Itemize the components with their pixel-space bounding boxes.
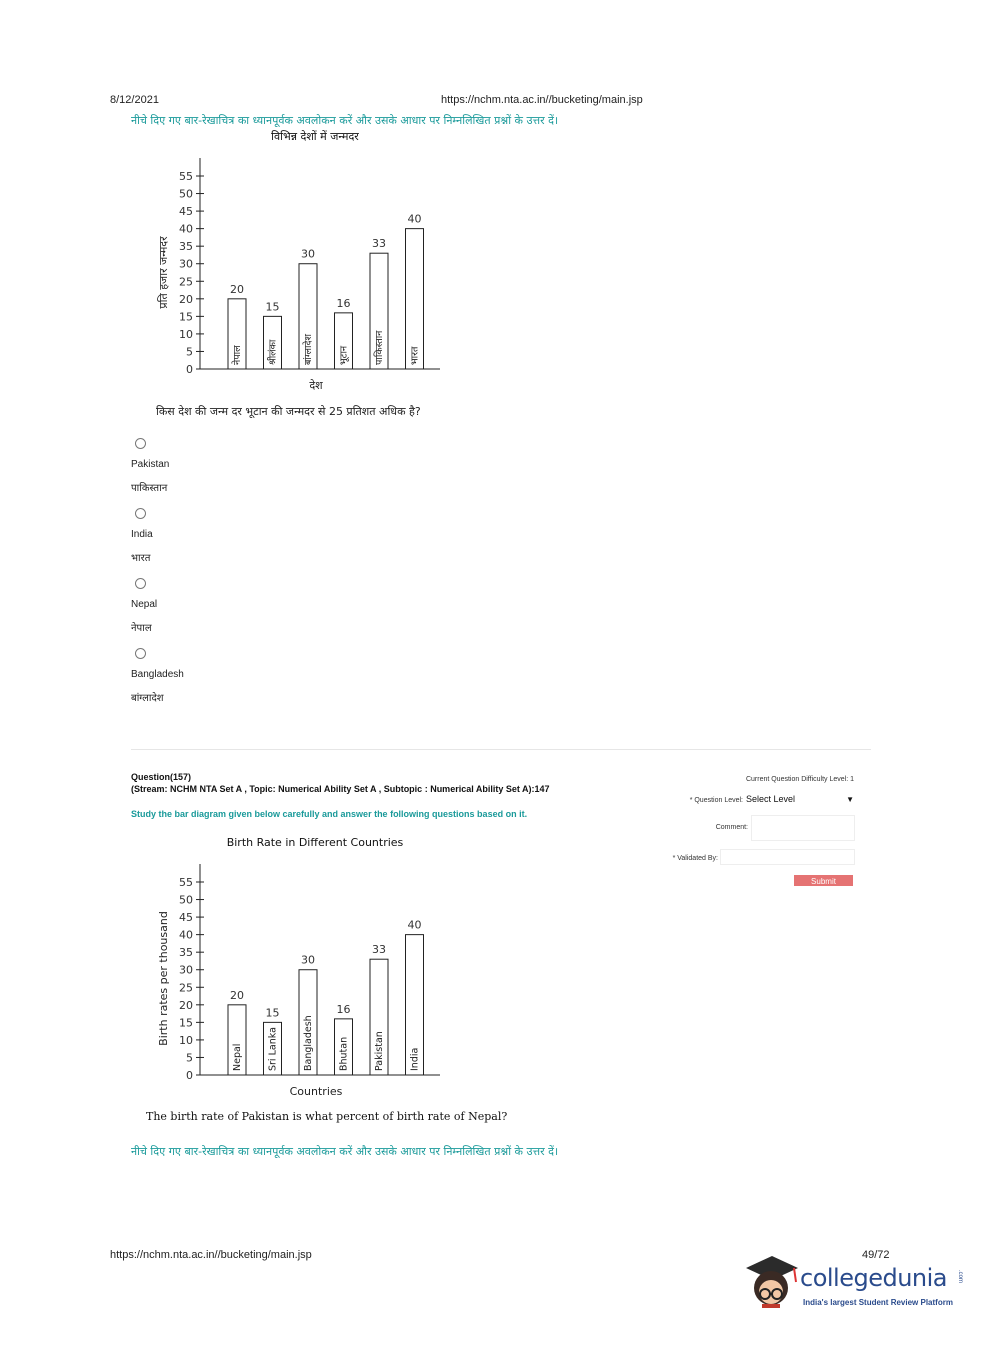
x-axis-title: Countries: [289, 1085, 343, 1098]
q1-instruction: नीचे दिए गए बार-रेखाचित्र का ध्यानपूर्वक अवलोकन करें और उसके आधार पर निम्नलिखित प्रश्नों के उत्तर दें।: [131, 114, 559, 127]
option-label-hi-1: पाकिस्तान: [131, 483, 168, 494]
bar-value-label: 30: [301, 953, 315, 967]
submit-button[interactable]: Submit: [794, 875, 853, 886]
bar-value-label: 15: [265, 1006, 280, 1020]
bar-value-label: 30: [301, 247, 315, 261]
bar-value-label: 15: [265, 300, 280, 314]
question-meta: (Stream: NCHM NTA Set A , Topic: Numerical Ability Set A , Subtopic : Numerical Ability Set A):147: [131, 784, 550, 794]
bar-value-label: 40: [407, 212, 422, 226]
y-tick-label: 30: [179, 257, 193, 271]
mascot-icon: [742, 1250, 800, 1314]
chart-hindi-birth-rate: [140, 126, 460, 396]
y-tick-label: 50: [179, 893, 193, 907]
chart-title: Birth Rate in Different Countries: [226, 836, 404, 849]
y-tick-label: 15: [179, 310, 193, 324]
category-label: Pakistan: [374, 1031, 385, 1071]
y-tick-label: 25: [179, 981, 193, 995]
question-number: Question(157): [131, 772, 192, 782]
logo-tagline: India's largest Student Review Platform: [803, 1298, 953, 1307]
logo-suffix: .com: [957, 1270, 963, 1284]
y-tick-label: 20: [179, 292, 193, 306]
bar-value-label: 33: [372, 943, 386, 957]
bar-value-label: 33: [372, 237, 386, 251]
comment-label: Comment:: [715, 824, 748, 831]
category-label: Nepal: [232, 1043, 243, 1071]
q2-instruction-en: Study the bar diagram given below carefully and answer the following questions based on it.: [131, 809, 528, 819]
category-label: पाकिस्तान: [374, 330, 385, 365]
y-tick-label: 55: [179, 876, 193, 889]
category-label: भूटान: [338, 345, 350, 365]
option-radio-2[interactable]: [135, 508, 146, 519]
option-radio-4[interactable]: [135, 648, 146, 659]
y-tick-label: 25: [179, 275, 193, 289]
y-tick-label: 0: [186, 1069, 193, 1082]
category-label: बांग्लादेश: [303, 334, 314, 365]
y-tick-label: 30: [179, 963, 193, 977]
category-label: India: [409, 1047, 421, 1071]
bar-value-label: 16: [336, 296, 351, 310]
option-label-hi-4: बांग्लादेश: [131, 693, 164, 704]
q2-question-en: The birth rate of Pakistan is what percent of birth rate of Nepal?: [146, 1110, 508, 1123]
category-label: Bangladesh: [303, 1015, 314, 1071]
y-tick-label: 50: [179, 187, 193, 201]
category-label: नेपाल: [232, 345, 243, 365]
bar-value-label: 40: [407, 918, 422, 932]
y-tick-label: 10: [179, 1033, 193, 1047]
option-label-en-2: India: [131, 529, 153, 540]
y-axis-title: प्रति हजार जन्मदर: [157, 236, 170, 309]
option-radio-1[interactable]: [135, 438, 146, 449]
y-tick-label: 40: [179, 928, 193, 942]
footer-url: https://nchm.nta.ac.in//bucketing/main.jsp: [110, 1249, 312, 1261]
category-label: Bhutan: [338, 1036, 350, 1071]
y-tick-label: 55: [179, 170, 193, 183]
chevron-down-icon: ▼: [846, 794, 854, 804]
y-tick-label: 20: [179, 998, 193, 1012]
validated-by-input[interactable]: [720, 849, 855, 865]
question-level-label: * Question Level:: [689, 797, 743, 804]
chart-english-birth-rate: [140, 832, 460, 1102]
y-tick-label: 5: [186, 1051, 193, 1065]
question-level-value: Select Level: [746, 794, 796, 804]
y-tick-label: 15: [179, 1016, 193, 1030]
difficulty-level: Current Question Difficulty Level: 1: [745, 776, 854, 783]
q2-instruction-hi: नीचे दिए गए बार-रेखाचित्र का ध्यानपूर्वक अवलोकन करें और उसके आधार पर निम्नलिखित प्रश्नों के उत्तर दें।: [131, 1145, 559, 1158]
option-label-hi-2: भारत: [131, 553, 151, 564]
bar-value-label: 20: [230, 282, 244, 296]
page-number: 49/72: [862, 1249, 890, 1261]
collegedunia-logo: [742, 1250, 972, 1318]
category-label: श्रीलंका: [267, 339, 279, 365]
option-label-en-4: Bangladesh: [131, 669, 184, 680]
bar-value-label: 16: [336, 1002, 351, 1016]
question-level-select[interactable]: [746, 793, 854, 805]
option-label-en-3: Nepal: [131, 599, 158, 610]
category-label: Sri Lanka: [267, 1027, 279, 1071]
print-url: https://nchm.nta.ac.in//bucketing/main.jsp: [441, 94, 643, 106]
category-label: भारत: [409, 346, 421, 365]
x-axis-title: देश: [309, 379, 323, 392]
section-divider: [131, 749, 871, 750]
option-label-hi-3: नेपाल: [131, 623, 152, 634]
y-tick-label: 10: [179, 327, 193, 341]
y-tick-label: 45: [179, 911, 193, 925]
y-tick-label: 45: [179, 205, 193, 219]
chart-title: विभिन्न देशों में जन्मदर: [271, 130, 359, 143]
y-tick-label: 0: [186, 363, 193, 376]
bar-value-label: 20: [230, 988, 244, 1002]
y-tick-label: 40: [179, 222, 193, 236]
print-date: 8/12/2021: [110, 94, 159, 106]
y-tick-label: 5: [186, 345, 193, 359]
y-axis-title: Birth rates per thousand: [157, 911, 170, 1046]
y-tick-label: 35: [179, 946, 193, 960]
logo-wordmark: collegedunia: [800, 1264, 948, 1292]
q1-question: किस देश की जन्म दर भूटान की जन्मदर से 25 प्रतिशत अधिक है?: [156, 405, 421, 418]
option-label-en-1: Pakistan: [131, 459, 170, 470]
validated-by-label: * Validated By:: [672, 855, 718, 862]
comment-textarea[interactable]: [751, 815, 855, 841]
option-radio-3[interactable]: [135, 578, 146, 589]
y-tick-label: 35: [179, 240, 193, 254]
